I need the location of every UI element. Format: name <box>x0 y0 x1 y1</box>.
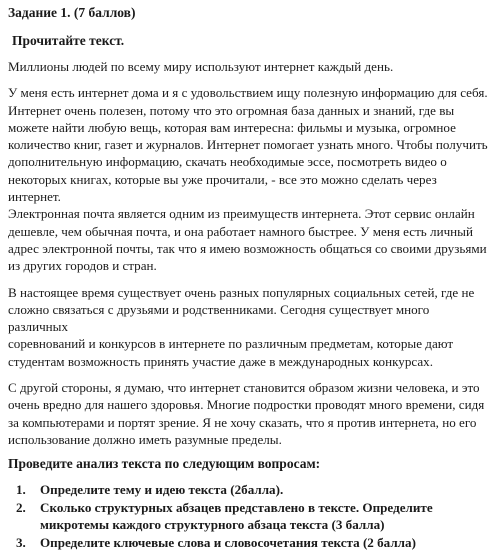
questions-list <box>8 481 492 551</box>
question-item <box>8 481 492 499</box>
question-text: Определите ключевые слова и словосочетания текста (2 балла) <box>40 534 416 550</box>
question-number: 1. <box>16 482 26 498</box>
task-title: Задание 1. (7 баллов) <box>8 5 136 20</box>
paragraph-internet-benefits: У меня есть интернет дома и я с удовольствием ищу полезную информацию для себя. Интернет очень полезен, потому что это огромная база данных и знаний, где вы можете найти любую вещь, которая вам интересна: фильмы и музыка, огромное количество книг, газет и журналов. Интернет помогает узнать много. Чтобы получить дополнительную информацию, скачать необходимые эссе, посмотреть видео о некоторых книгах, которые вы уже прочитали, - все это можно сделать через интернет. Электронная почта является одним из преимуществ интернета. Этот сервис онлайн дешевле, чем обычная почта, и она работает намного быстрее. У меня есть личный адрес электронной почты, так что я имею возможность общаться со своими друзьями из других городов и стран. <box>8 85 488 274</box>
question-text: Определите тему и идею текста (2балла). <box>40 482 284 498</box>
question-number: 2. <box>16 499 26 515</box>
instruction-subtitle: Прочитайте текст. <box>12 33 125 48</box>
question-text: Сколько структурных абзацев представлено в тексте. Определите микротемы каждого структурного абзаца текста (3 балла) <box>40 499 433 533</box>
paragraph-intro: Миллионы людей по всему миру используют интернет каждый день. <box>8 59 394 74</box>
paragraph-social-networks: В настоящее время существует очень разных популярных социальных сетей, где не сложно связаться с друзьями и родственниками. Сегодня существует много различных соревнований и конкурсов в интернете по различным предметам, которые дают студентам возможность принять участие даже в международных конкурсах. <box>8 284 475 369</box>
question-number: 3. <box>16 534 26 550</box>
question-item <box>8 499 492 534</box>
question-item <box>8 534 492 551</box>
questions-title: Проведите анализ текста по следующим вопросам: <box>8 456 321 472</box>
paragraph-harm: С другой стороны, я думаю, что интернет становится образом жизни человека, и это очень вредно для нашего здоровья. Многие подростки проводят много времени, сидя за компьютерами и портят зрение. Я не хочу сказать, что я против интернета, но его использование должно иметь разумные пределы. <box>8 380 485 447</box>
